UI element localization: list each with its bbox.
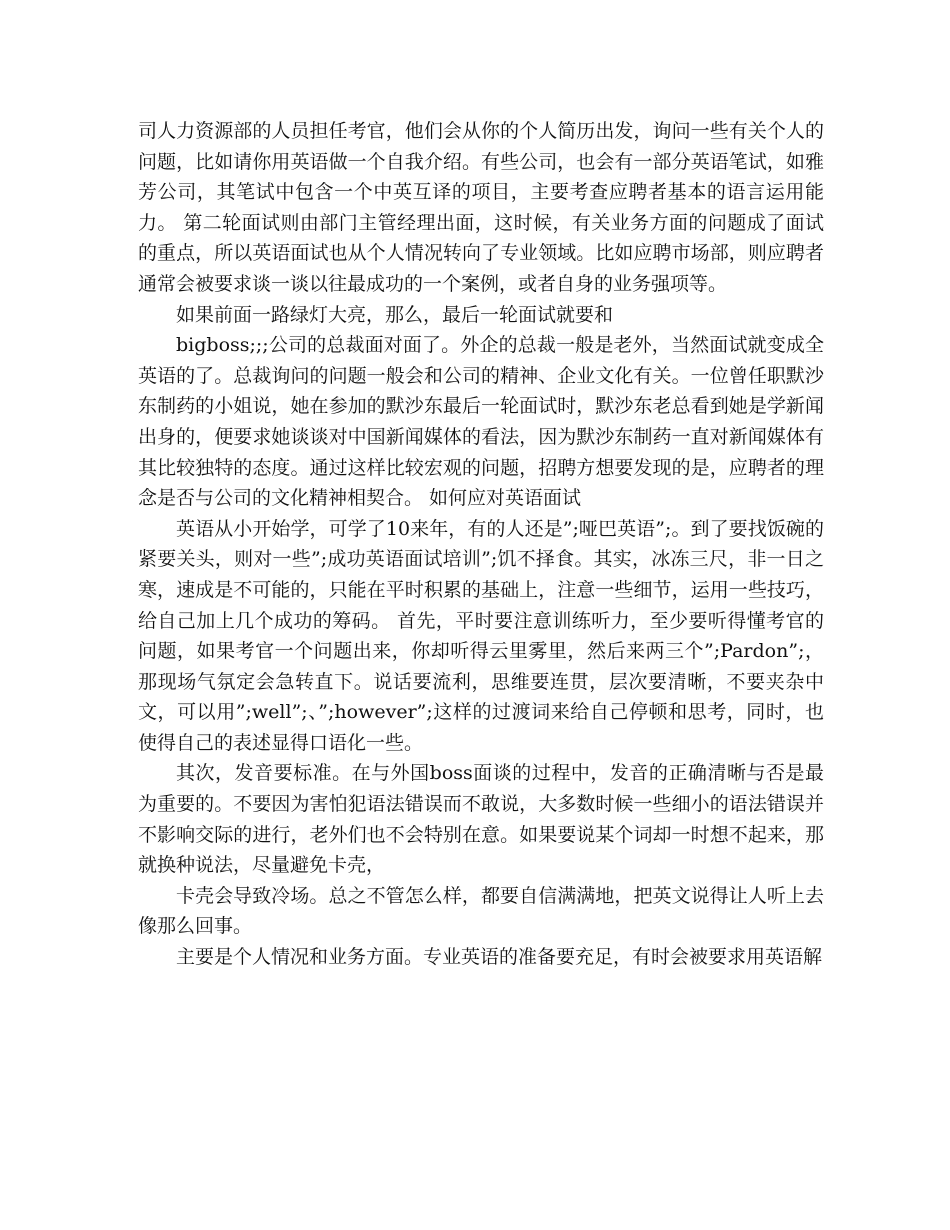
paragraph-5: 其次，发音要标准。在与外国boss面谈的过程中，发音的正确清晰与否是最为重要的。不要因为害怕犯语法错误而不敢说，大多数时候一些细小的语法错误并不影响交际的进行，老外们也不会特别在意。如果要说某个词却一时想不起来，那就换种说法，尽量避免卡壳， [138,762,824,877]
paragraph-4: 英语从小开始学，可学了10来年，有的人还是”;哑巴英语”;。到了要找饭碗的紧要关头，则对一些”;成功英语面试培训”;饥不择食。其实，冰冻三尺，非一日之寒，速成是不可能的，只能在平时积累的基础上，注意一些细节，运用一些技巧，给自己加上几个成功的筹码。 首先，平时要注意训练听力，至少要听得懂考官的问题，如果考官一个问题出来，你却听得云里雾里，然后来两三个”;Pardon”;，那现场气氛定会急转直下。说话要流利，思维要连贯，层次要清晰，不要夹杂中文，可以用”;well”;、”;however”;这样的过渡词来给自己停顿和思考，同时，也使得自己的表述显得口语化一些。 [138,517,824,754]
paragraph-1: 司人力资源部的人员担任考官，他们会从你的个人简历出发，询问一些有关个人的问题，比如请你用英语做一个自我介绍。有些公司，也会有一部分英语笔试，如雅芳公司，其笔试中包含一个中英互译的项目，主要考查应聘者基本的语言运用能力。 第二轮面试则由部门主管经理出面，这时候，有关业务方面的问题成了面试的重点，所以英语面试也从个人情况转向了专业领域。比如应聘市场部，则应聘者通常会被要求谈一谈以往最成功的一个案例，或者自身的业务强项等。 [138,120,824,295]
paragraph-6: 卡壳会导致冷场。总之不管怎么样，都要自信满满地，把英文说得让人听上去像那么回事。 [138,884,824,938]
paragraph-7: 主要是个人情况和业务方面。专业英语的准备要充足，有时会被要求用英语解 [176,946,823,969]
paragraph-3: bigboss;;;公司的总裁面对面了。外企的总裁一般是老外，当然面试就变成全英语的了。总裁询问的问题一般会和公司的精神、企业文化有关。一位曾任职默沙东制药的小姐说，她在参加的默沙东最后一轮面试时，默沙东老总看到她是学新闻出身的，便要求她谈谈对中国新闻媒体的看法，因为默沙东制药一直对新闻媒体有其比较独特的态度。通过这样比较宏观的问题，招聘方想要发现的是，应聘者的理念是否与公司的文化精神相契合。 如何应对英语面试 [138,334,824,510]
paragraph-2: 如果前面一路绿灯大亮，那么，最后一轮面试就要和 [176,303,614,326]
